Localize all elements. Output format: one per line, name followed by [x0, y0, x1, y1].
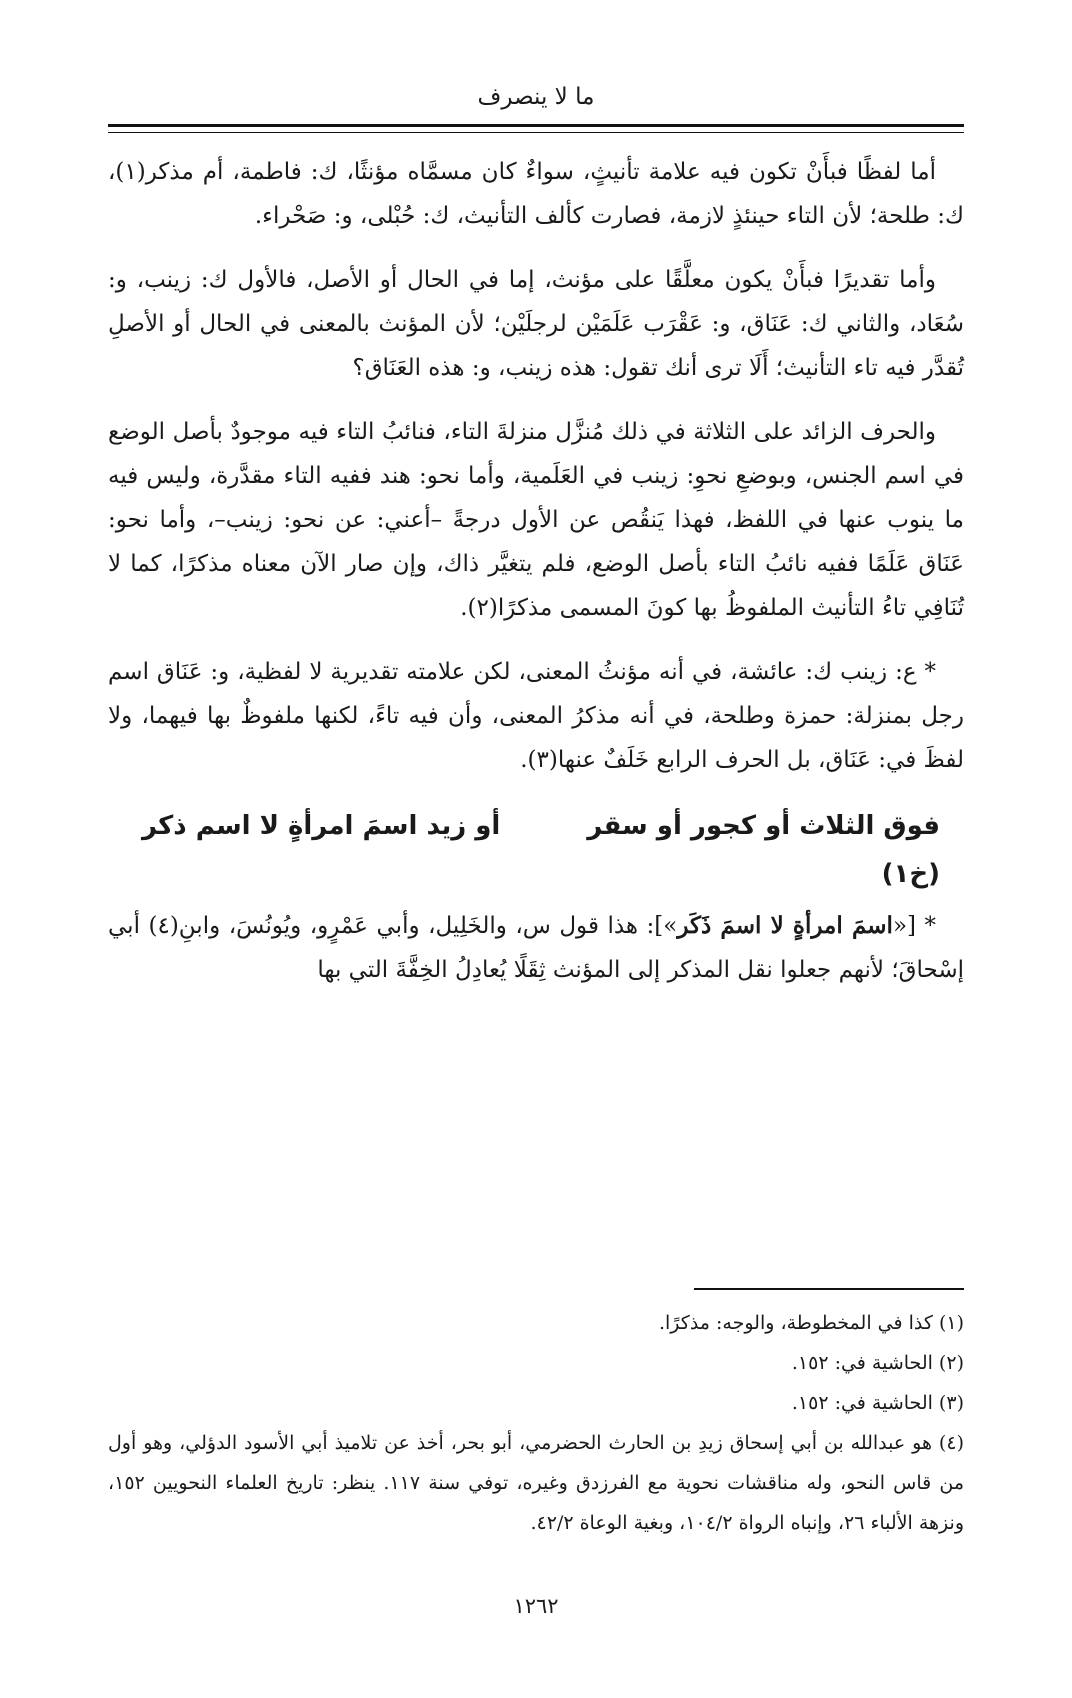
commentary-paragraph	[108, 904, 964, 992]
verse-source-tag: (خ١)	[881, 859, 940, 889]
verse-hemistich-2: أو زيد اسمَ امرأةٍ لا اسم ذكر	[142, 811, 501, 841]
commentary-lead: * [«	[892, 913, 937, 939]
footnotes	[108, 1303, 964, 1543]
verse-line	[108, 802, 964, 850]
commentary-rest: »]: هذا قول س، والخَلِيل، وأبي عَمْرٍو، ويُونُسَ، وابنِ(٤) أبي إسْحاقَ؛ لأنهم جعلوا نقل المذكر إلى المؤنث ثِقَلًا يُعادِلُ الخِفَّةَ التي بها	[108, 913, 964, 983]
paragraph-1: أما لفظًا فبأَنْ تكون فيه علامة تأنيثٍ، سواءٌ كان مسمَّاه مؤنثًا، ك: فاطمة، أم مذكر(١)، ك: طلحة؛ لأن التاء حينئذٍ لازمة، فصارت كألف التأنيث، ك: حُبْلى، و: صَحْراء.	[108, 159, 964, 229]
main-text	[108, 150, 964, 1012]
verse-block	[108, 802, 964, 898]
running-header: ما لا ينصرف	[477, 84, 595, 110]
page-number: ١٢٦٢	[513, 1594, 559, 1618]
header-rule-thin	[108, 132, 964, 133]
footnote-2: (٢) الحاشية في: ١٥٢.	[791, 1352, 964, 1374]
footnote-3: (٣) الحاشية في: ١٥٢.	[791, 1392, 964, 1414]
verse-hemistich-1: فوق الثلاث أو كجور أو سقر	[587, 811, 940, 841]
paragraph-2: وأما تقديرًا فبأَنْ يكون معلَّقًا على مؤنث، إما في الحال أو الأصل، فالأول ك: زينب، و: سُعَاد، والثاني ك: عَنَاق، و: عَقْرَب عَلَمَيْن لرجلَيْن؛ لأن المؤنث بالمعنى في الحال أو الأصلِ تُقدَّر فيه تاء التأنيث؛ أَلَا ترى أنك تقول: هذه زينب، و: هذه العَنَاق؟	[108, 267, 964, 381]
header-rule-thick	[108, 124, 964, 127]
commentary-bold-phrase: اسمَ امرأةٍ لا اسمَ ذَكَر	[677, 912, 893, 939]
paragraph-4: * ع: زينب ك: عائشة، في أنه مؤنثُ المعنى، لكن علامته تقديرية لا لفظية، و: عَنَاق اسم رجل بمنزلة: حمزة وطلحة، في أنه مذكرُ المعنى، وأن فيه تاءً، لكنها ملفوظٌ بها فيهما، ولا لفظَ في: عَنَاق، بل الحرف الرابع خَلَفٌ عنها(٣).	[108, 659, 964, 773]
footnote-4: (٤) هو عبدالله بن أبي إسحاق زيدِ بن الحارث الحضرمي، أبو بحر، أخذ عن تلاميذ أبي الأسود الدؤلي، وهو أول من قاس النحو، وله مناقشات نحوية مع الفرزدق وغيره، توفي سنة ١١٧. ينظر: تاريخ العلماء النحويين ١٥٢، ونزهة الألباء ٢٦، وإنباه الرواة ١٠٤/٢، وبغية الوعاة ٤٢/٢.	[108, 1432, 964, 1534]
footnote-rule	[694, 1288, 964, 1290]
footnote-1: (١) كذا في المخطوطة، والوجه: مذكرًا.	[658, 1312, 964, 1334]
paragraph-3: والحرف الزائد على الثلاثة في ذلك مُنزَّل منزلةَ التاء، فنائبُ التاء فيه موجودٌ بأصل الوضع في اسم الجنس، وبوضعِ نحوِ: زينب في العَلَمية، وأما نحو: هند ففيه التاء مقدَّرة، وليس فيه ما ينوب عنها في اللفظ، فهذا يَنقُص عن الأول درجةً –أعني: عن نحو: زينب–، وأما نحو: عَنَاق عَلَمًا ففيه نائبُ التاء بأصل الوضع، فلم يتغيَّر ذاك، وإن صار الآن معناه مذكرًا، كما لا تُنَافِي تاءُ التأنيث الملفوظُ بها كونَ المسمى مذكرًا(٢).	[108, 419, 964, 621]
document-page	[108, 0, 964, 1698]
